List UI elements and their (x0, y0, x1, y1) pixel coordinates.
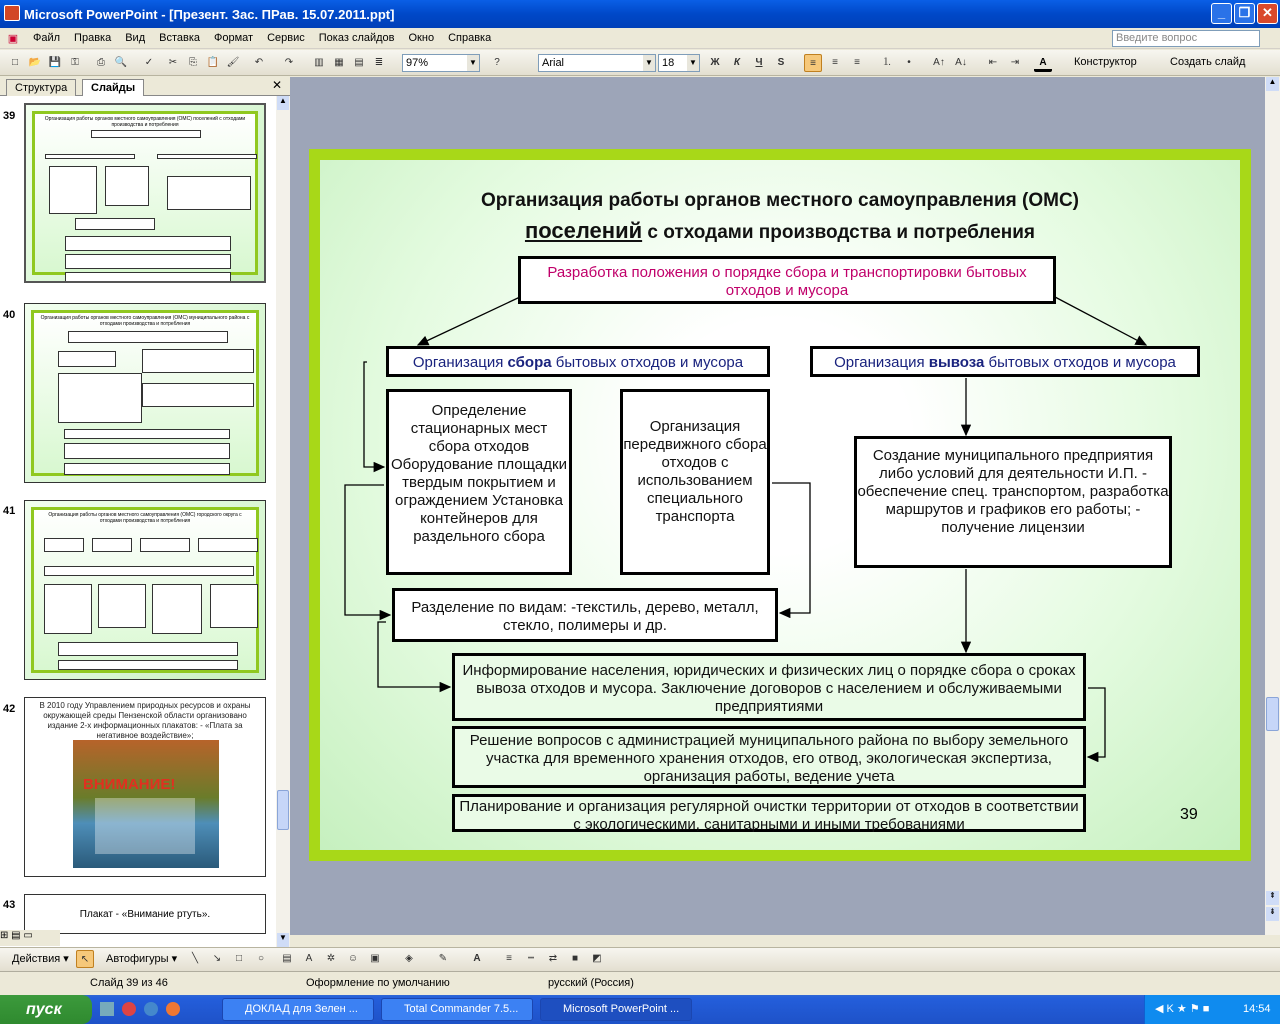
slide-editor (290, 77, 1265, 935)
box-regulation: Разработка положения о порядке сбора и транспортировки бытовых отходов и мусора (518, 256, 1056, 304)
next-slide-icon[interactable]: ⇟ (1266, 907, 1279, 921)
decrease-indent-icon[interactable]: ⇤ (988, 57, 998, 68)
picture-icon[interactable]: ▣ (370, 953, 380, 964)
font-size-select[interactable]: 18 ▼ (658, 54, 700, 72)
slide-thumbnail-40[interactable] (24, 303, 266, 483)
italic-icon[interactable]: К (733, 57, 741, 68)
actions-menu[interactable]: Действия ▾ (12, 953, 69, 965)
line-icon[interactable]: ╲ (191, 953, 199, 964)
system-tray (1144, 995, 1280, 1024)
menu-edit[interactable]: Правка (74, 32, 112, 44)
taskbar (0, 995, 1280, 1024)
slide-39[interactable] (309, 149, 1251, 861)
chart-icon[interactable]: ▥ (314, 57, 324, 68)
menu-file[interactable]: Файл (33, 32, 61, 44)
diagram-icon[interactable]: ✲ (326, 953, 336, 964)
poster-image (73, 740, 219, 868)
thumb-caption: Плакат - «Внимание ртуть». (79, 909, 211, 920)
slide-thumbnail-43[interactable] (24, 894, 266, 934)
status-bar (0, 971, 1280, 993)
format-painter-icon[interactable]: 🖌 (226, 57, 240, 68)
new-slide-button[interactable]: Создать слайд (1170, 56, 1246, 68)
dash-style-icon[interactable]: ┅ (527, 953, 535, 964)
box-informing: Информирование населения, юридических и физических лиц о порядке сбора о сроках вывоза отходов и мусора. Заключение договоров с населением и обслуживаемыми предприятиями (452, 653, 1086, 721)
powerpoint-app-icon[interactable] (4, 5, 20, 21)
box-removal: Организация вывоза бытовых отходов и мусора (810, 346, 1200, 377)
rectangle-icon[interactable]: □ (235, 953, 243, 964)
box-stationary-collection: Определение стационарных мест сбора отходов Оборудование площадки твердым покрытием и ограждением Установка контейнеров для раздельного сбора (386, 389, 572, 575)
box-separation: Разделение по видам: -текстиль, дерево, металл, стекло, полимеры и др. (392, 588, 778, 642)
decrease-font-icon[interactable]: A↓ (955, 57, 967, 68)
bullets-icon[interactable]: • (907, 57, 911, 68)
line-color-icon[interactable]: ✎ (438, 953, 448, 964)
minimize-button[interactable]: _ (1211, 3, 1232, 24)
drawing-toolbar (0, 947, 1280, 971)
copy-icon[interactable]: ⎘ (189, 57, 197, 68)
task-powerpoint[interactable]: Microsoft PowerPoint ... (540, 998, 692, 1021)
slide-thumbnail-42[interactable] (24, 697, 266, 877)
box-municipal-enterprise: Создание муниципального предприятия либо условий для деятельности И.П. - обеспечение спец. транспортом, разработка маршрутов и графиков его работы; - получение лицензии (854, 436, 1172, 568)
select-pointer-icon[interactable]: ↖ (76, 950, 94, 968)
shadow-style-icon[interactable]: ■ (571, 953, 579, 964)
undo-icon[interactable]: ↶ (254, 57, 264, 68)
poster-banner: ВНИМАНИЕ! (83, 776, 176, 793)
menu-view[interactable]: Вид (125, 32, 146, 44)
thumb-caption: В 2010 году Управлением природных ресурсов и охраны окружающей среды Пензенской области организовано издание 2-х информационных плакатов: - «Плата за негативное воздействие»; (39, 701, 251, 740)
slide-title-line1: Организация работы органов местного самоуправления (ОМС) (480, 190, 1080, 211)
menu-format[interactable]: Формат (214, 32, 254, 44)
slide-number: 39 (3, 110, 16, 122)
start-button[interactable]: пуск (0, 995, 92, 1024)
slide-number: 43 (3, 899, 16, 911)
slides-pane (0, 77, 290, 947)
zoom-select[interactable]: 97% ▼ (402, 54, 480, 72)
menu-tools[interactable]: Сервис (267, 32, 305, 44)
status-language: русский (Россия) (548, 977, 634, 989)
tables-borders-icon[interactable]: ▤ (354, 57, 364, 68)
slide-title-line2: поселений с отходами производства и потребления (524, 218, 1036, 243)
paste-icon[interactable]: 📋 (206, 57, 220, 68)
align-center-icon[interactable]: ≡ (832, 57, 838, 68)
ask-question-input[interactable]: Введите вопрос (1112, 30, 1260, 47)
tab-outline[interactable]: Структура (6, 79, 76, 96)
permission-icon[interactable]: ⚿ (71, 57, 79, 68)
spelling-icon[interactable]: ✓ (144, 57, 154, 68)
slide-thumbnail-39[interactable] (24, 103, 266, 283)
save-icon[interactable]: 💾 (48, 57, 62, 68)
designer-button[interactable]: Конструктор (1074, 56, 1137, 68)
tray-icons[interactable]: ◀ K ★ ⚑ ■ (1155, 1003, 1210, 1015)
box-mobile-collection: Организация передвижного сбора отходов с использованием специального транспорта (620, 389, 770, 575)
increase-indent-icon[interactable]: ⇥ (1010, 57, 1020, 68)
show-desktop-icon[interactable] (100, 1002, 114, 1016)
shadow-icon[interactable]: S (777, 57, 785, 68)
slide-number: 42 (3, 703, 16, 715)
help-icon[interactable]: ? (494, 57, 500, 68)
font-color-icon[interactable]: A (1034, 54, 1052, 72)
slide-thumbnail-41[interactable] (24, 500, 266, 680)
menu-window[interactable]: Окно (408, 32, 435, 44)
underline-icon[interactable]: Ч (755, 57, 763, 68)
wordart-icon[interactable]: A (305, 953, 313, 964)
thumb-caption: Организация работы органов местного самоуправления (ОМС) городского округа с отходами производства и потребления (48, 512, 242, 524)
scroll-thumb[interactable] (1266, 697, 1279, 731)
open-icon[interactable]: 📂 (28, 57, 42, 68)
scroll-thumb[interactable] (277, 790, 289, 830)
textbox-icon[interactable]: ▤ (282, 953, 292, 964)
toolbar (0, 50, 1280, 76)
3d-style-icon[interactable]: ◩ (592, 953, 602, 964)
bold-icon[interactable]: Ж (710, 57, 720, 68)
close-button[interactable]: ✕ (1257, 3, 1278, 24)
fill-color-icon[interactable]: ◈ (405, 953, 413, 964)
line-style-icon[interactable]: ≡ (506, 953, 512, 964)
menu-help[interactable]: Справка (448, 32, 492, 44)
maximize-button[interactable]: ❐ (1234, 3, 1255, 24)
oval-icon[interactable]: ○ (257, 953, 265, 964)
opera-icon[interactable] (122, 1002, 136, 1016)
slide-scrollbar[interactable]: ▲ ⇞ ⇟ (1265, 77, 1280, 935)
draw-font-color-icon[interactable]: A (473, 953, 481, 964)
align-left-icon[interactable]: ≡ (804, 54, 822, 72)
clock: 14:54 (1243, 1003, 1271, 1015)
firefox-icon[interactable] (166, 1002, 180, 1016)
close-pane-icon[interactable]: ✕ (272, 78, 283, 92)
menu-insert[interactable]: Вставка (159, 32, 201, 44)
arrow-style-icon[interactable]: ⇄ (548, 953, 558, 964)
slide-number: 41 (3, 505, 16, 517)
ie-icon[interactable] (144, 1002, 158, 1016)
thumb-caption: Организация работы органов местного самоуправления (ОМС) поселений с отходами производства и потребления (44, 116, 246, 128)
expand-all-icon[interactable]: ≣ (374, 57, 384, 68)
preview-icon[interactable]: 🔍 (114, 57, 128, 68)
align-right-icon[interactable]: ≡ (854, 57, 860, 68)
new-icon[interactable]: □ (11, 57, 19, 68)
menu-bar (0, 28, 1280, 49)
title-bar (0, 0, 1280, 28)
pane-tabs (0, 77, 290, 96)
doc-icon[interactable]: ▣ (7, 32, 19, 45)
title-emphasis: поселений (524, 218, 643, 243)
font-select[interactable]: Arial ▼ (538, 54, 656, 72)
print-icon[interactable]: ⎙ (97, 57, 105, 68)
cut-icon[interactable]: ✂ (168, 57, 178, 68)
status-design: Оформление по умолчанию (306, 977, 450, 989)
thumbnails-scrollbar[interactable]: ▲ ▼ (276, 96, 290, 947)
numbering-icon[interactable]: ⒈ (882, 57, 892, 68)
window-title: Microsoft PowerPoint - [Презент. Зас. ПРав. 15.07.2011.ppt] (24, 6, 395, 22)
tab-slides[interactable]: Слайды (82, 79, 144, 96)
thumb-caption: Организация работы органов местного самоуправления (ОМС) муниципального района с отходами производства и потребления (40, 315, 250, 327)
box-planning: Планирование и организация регулярной очистки территории от отходов в соответствии с экологическими, санитарными и иными требованиями (452, 794, 1086, 832)
arrow-icon[interactable]: ↘ (212, 953, 222, 964)
increase-font-icon[interactable]: A↑ (933, 57, 945, 68)
redo-icon[interactable]: ↷ (284, 57, 294, 68)
status-slide: Слайд 39 из 46 (90, 977, 168, 989)
task-total-commander[interactable]: Total Commander 7.5... (381, 998, 533, 1021)
box-collection: Организация сбора бытовых отходов и мусора (386, 346, 770, 377)
flowchart-connectors (320, 160, 1240, 850)
view-buttons[interactable]: ⊞ ▤ ▭ (0, 930, 60, 946)
clipart-icon[interactable]: ☺ (347, 953, 359, 964)
slide-page-number: 39 (1180, 806, 1198, 823)
slide-number: 40 (3, 309, 16, 321)
table-icon[interactable]: ▦ (334, 57, 344, 68)
menu-slideshow[interactable]: Показ слайдов (318, 32, 395, 44)
prev-slide-icon[interactable]: ⇞ (1266, 891, 1279, 905)
task-word-doc[interactable]: ДОКЛАД для Зелен ... (222, 998, 374, 1021)
box-admin: Решение вопросов с администрацией муниципального района по выбору земельного участка для временного хранения отходов, его отвод, экологическая экспертиза, организация работы, ведение учета (452, 726, 1086, 788)
autoshapes-menu[interactable]: Автофигуры ▾ (106, 953, 178, 965)
